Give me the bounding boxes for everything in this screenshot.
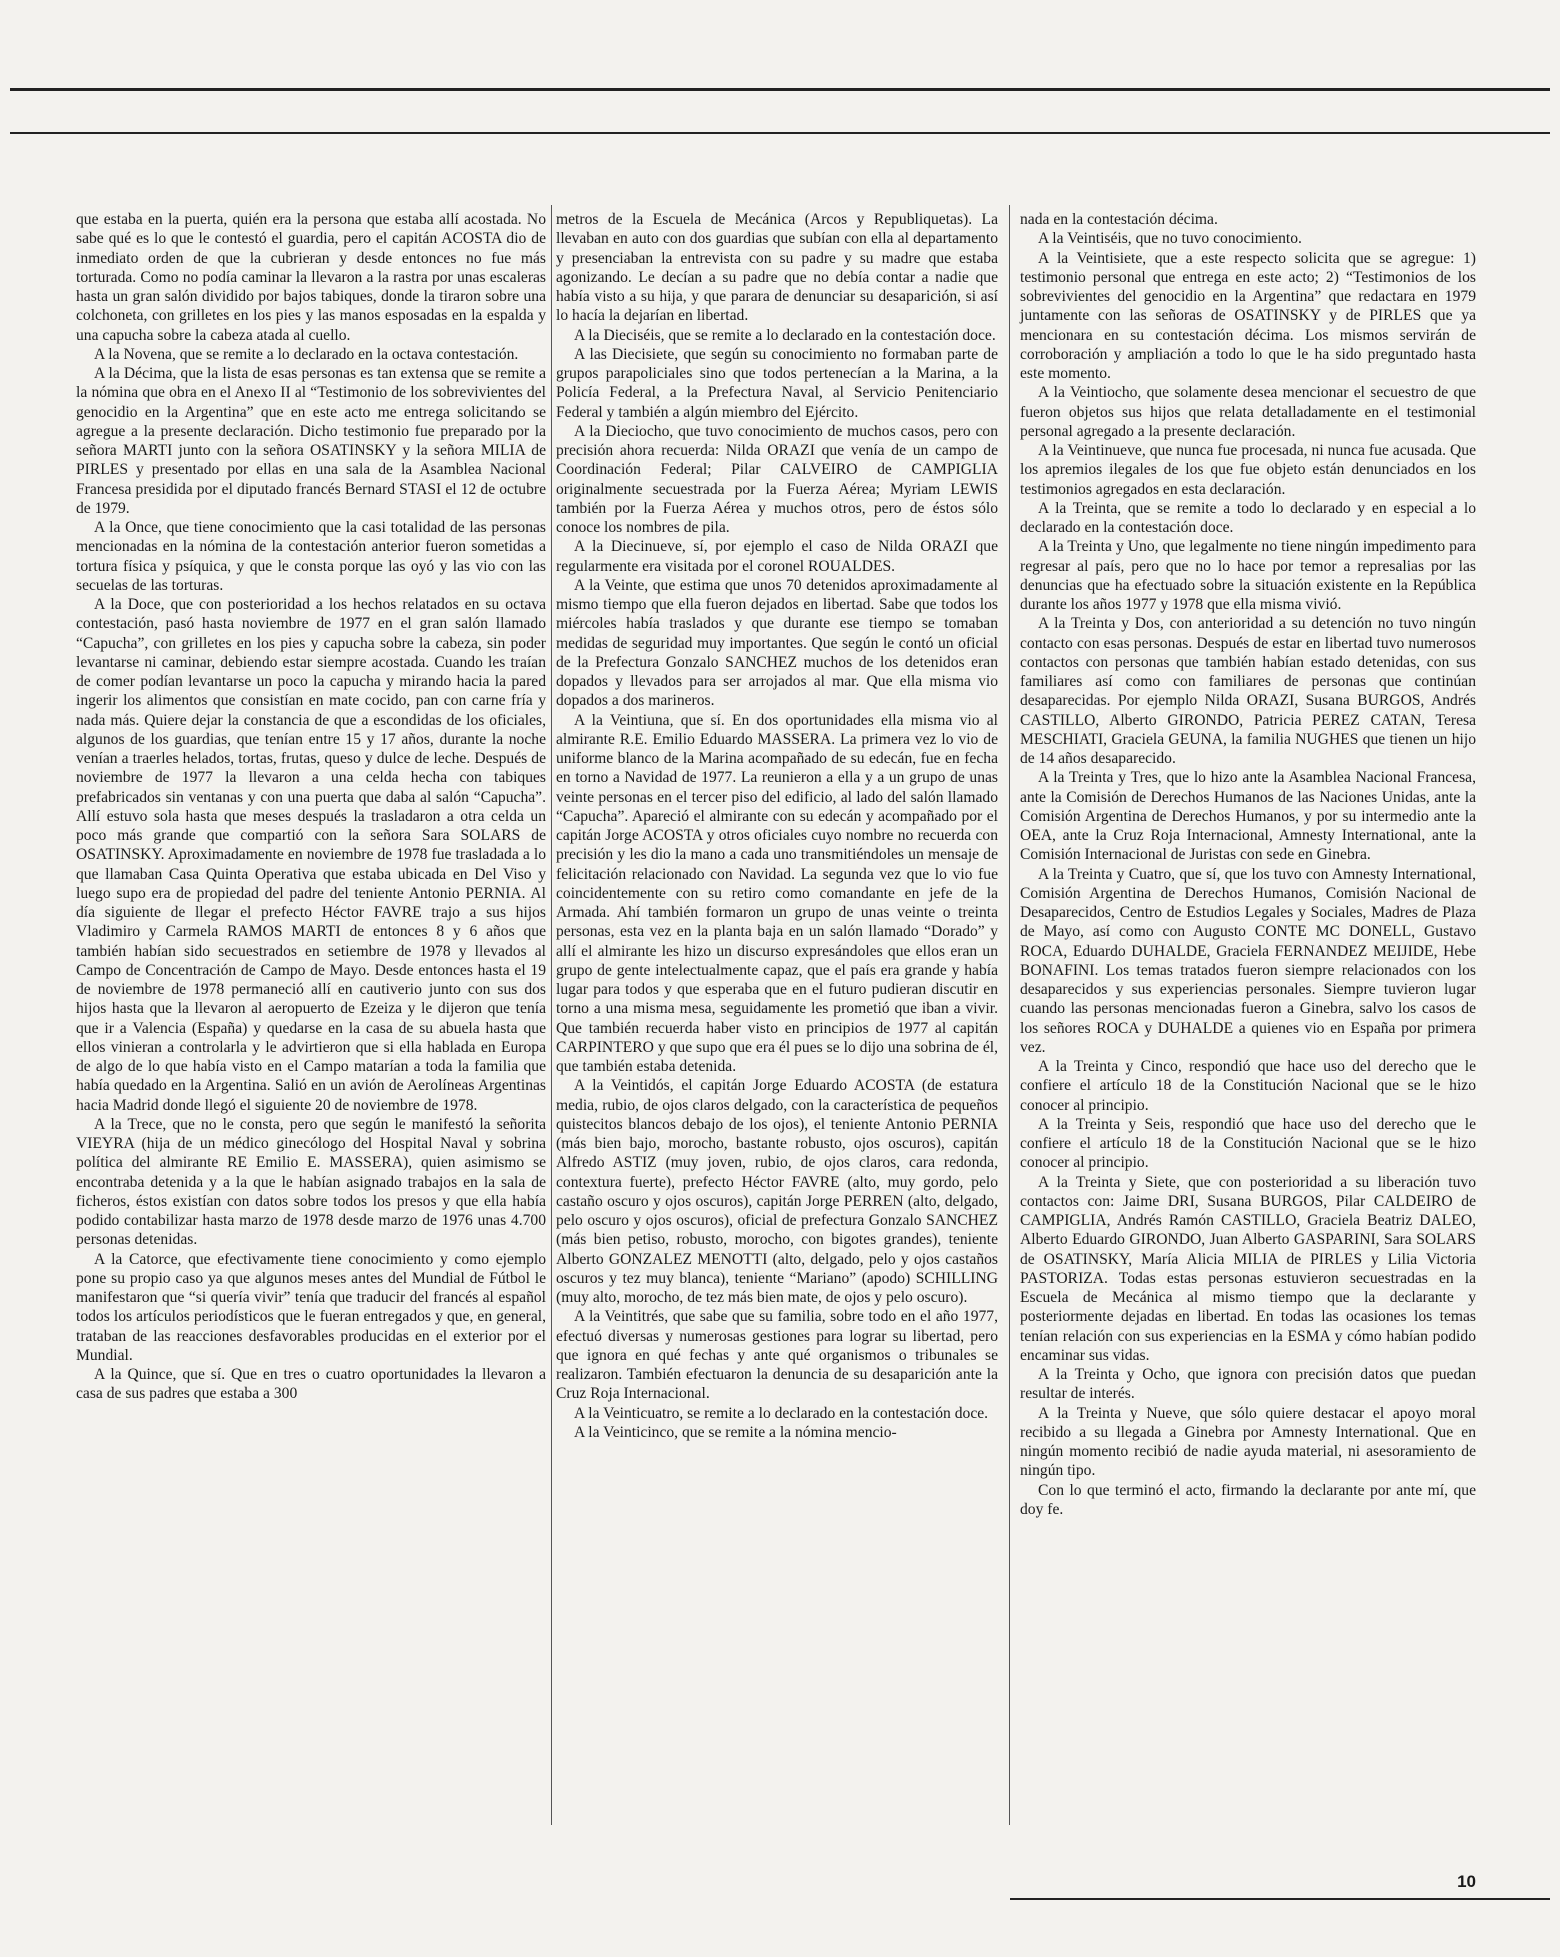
page-number: 10 [1457, 1872, 1476, 1891]
paragraph: A la Treinta, que se remite a todo lo declarado y en especial a lo declarado en la contestación doce. [1020, 499, 1476, 536]
paragraph: A la Quince, que sí. Que en tres o cuatro oportunidades la llevaron a casa de sus padres que estaba a 300 [76, 1366, 546, 1403]
paragraph: A la Dieciséis, que se remite a lo declarado en la contestación doce. [574, 326, 996, 344]
paragraph: A la Diecinueve, sí, por ejemplo el caso de Nilda ORAZI que regularmente era visitada por el coronel ROUALDES. [556, 538, 998, 575]
paragraph: A la Novena, que se remite a lo declarado en la octava contestación. [94, 345, 519, 363]
paragraph: A la Veintinueve, que nunca fue procesada, ni nunca fue acusada. Que los apremios ilegales de los que fue objeto están denunciados en los testimonios agregados en esta declaración. [1020, 442, 1476, 498]
paragraph: A la Veintiocho, que solamente desea mencionar el secuestro de que fueron objetos sus hijos que relata detalladamente en el testimonial personal agregado a la presente declaración. [1020, 384, 1476, 440]
paragraph: A la Treinta y Cuatro, que sí, que los tuvo con Amnesty International, Comisión Argentina de Derechos Humanos, Comisión Nacional de Desaparecidos, Centro de Estudios Legales y Sociales, Madres de Plaza de Mayo, así como con Augusto CONTE MC DONELL, Gustavo ROCA, Eduardo DUHALDE, Graciela FERNANDEZ MEIJIDE, Hebe BONAFINI. Los temas tratados fueron siempre relacionados con los desaparecidos y sus experiencias personales. Siempre tuvieron lugar cuando las personas mencionadas fueron a Ginebra, salvo los casos de los señores ROCA y DUHALDE a quienes vio en España por primera vez. [1020, 865, 1476, 1056]
paragraph: nada en la contestación décima. [1020, 211, 1218, 228]
column-divider [551, 205, 552, 1825]
paragraph: A la Treinta y Tres, que lo hizo ante la Asamblea Nacional Francesa, ante la Comisión de Derechos Humanos de las Naciones Unidas, ante la Comisión Argentina de Derechos Humanos, y por su intermedio ante la OEA, ante la Cruz Roja Internacional, Amnesty International, ante la Comisión Internacional de Juristas con sede en Ginebra. [1020, 769, 1476, 864]
paragraph: A la Trece, que no le consta, pero que según le manifestó la señorita VIEYRA (hija de un médico ginecólogo del Hospital Naval y sobrina política del almirante RE Emilio E. MASSERA), quien asimismo se encontraba detenida y a la que le habían asignado trabajos en la sala de ficheros, éstos existían con datos sobre todos los presos y que ella había podido contabilizar hasta marzo de 1978 desde marzo de 1976 unas 4.700 personas detenidas. [76, 1115, 546, 1249]
paragraph: A la Veintiséis, que no tuvo conocimiento. [1038, 230, 1302, 248]
text-column-3 [1020, 210, 1476, 1519]
paragraph: A la Treinta y Cinco, respondió que hace uso del derecho que le confiere el artículo 18 de la Constitución Nacional que se le hizo conocer al principio. [1020, 1058, 1476, 1114]
paragraph: A la Catorce, que efectivamente tiene conocimiento y como ejemplo pone su propio caso ya que algunos meses antes del Mundial de Fútbol le manifestaron que “si quería vivir” tenía que traducir del francés al español todos los artículos periodísticos que le fueran entregados y que, en general, trataban de las reacciones desfavorables producidas en el exterior por el Mundial. [76, 1250, 546, 1364]
paragraph: A la Treinta y Dos, con anterioridad a su detención no tuvo ningún contacto con esas personas. Después de estar en libertad tuvo numerosos contactos con personas que también habían estado detenidas, con sus familiares así como con familiares de personas que continúan desaparecidas. Por ejemplo Nilda ORAZI, Susana BURGOS, Andrés CASTILLO, Alberto GIRONDO, Patricia PEREZ CATAN, Teresa MESCHIATI, Graciela GEUNA, la familia NUGHES que tienen un hijo de 14 años desaparecido. [1020, 615, 1476, 767]
header-subrule [10, 132, 1550, 134]
column-divider [1009, 205, 1010, 1825]
text-column-1 [76, 210, 546, 1404]
paragraph: A la Treinta y Ocho, que ignora con precisión datos que puedan resultar de interés. [1020, 1366, 1476, 1403]
paragraph: A la Veintidós, el capitán Jorge Eduardo ACOSTA (de estatura media, rubio, de ojos claros delgado, con la característica de pequeños quistecitos blancos debajo de los ojos), el teniente Antonio PERNIA (más bien bajo, morocho, bastante robusto, ojos oscuros), capitán Alfredo ASTIZ (muy joven, rubio, de ojos claros, cara redonda, contextura fuerte), prefecto Héctor FAVRE (alto, muy gordo, pelo castaño oscuro y ojos oscuros), capitán Jorge PERREN (alto, delgado, pelo oscuro y ojos oscuros), oficial de prefectura Gonzalo SANCHEZ (más bien petiso, robusto, morocho, con bigotes grandes), teniente Alberto GONZALEZ MENOTTI (alto, delgado, pelo y ojos castaños oscuros y tez muy blanca), teniente “Mariano” (apodo) SCHILLING (muy alto, morocho, de tez más bien mate, de ojos y pelo oscuro). [556, 1077, 998, 1306]
footer-rule [1010, 1898, 1550, 1900]
paragraph: A la Treinta y Seis, respondió que hace uso del derecho que le confiere el artículo 18 de la Constitución Nacional que se le hizo conocer al principio. [1020, 1115, 1476, 1172]
paragraph: A la Doce, que con posterioridad a los hechos relatados en su octava contestación, pasó hasta noviembre de 1977 en el gran salón llamado “Capucha”, con grilletes en los pies y capucha sobre la cabeza, sin poder levantarse ni caminar, debiendo estar siempre acostada. Cuando les traían de comer podían levantarse un poco la capucha y mirando hacia la pared ingerir los alimentos que consistían en mate cocido, pan con carne fría y nada más. Quiere dejar la constancia de que a escondidas de los oficiales, algunos de los guardias, que tenían entre 15 y 17 años, durante la noche venían a traerles helados, tortas, frutas, queso y dulce de leche. Después de noviembre de 1977 la llevaron a una celda hecha con tabiques prefabricados sin ventanas y con una puerta que daba al salón “Capucha”. Allí estuvo sola hasta que meses después la trasladaron a otra celda un poco más grande que compartió con la señora Sara SOLARS de OSATINSKY. Aproximadamente en noviembre de 1978 fue trasladada a lo que llamaban Casa Quinta Operativa que estaba ubicada en Del Viso y luego supo era de propiedad del padre del teniente Antonio PERNIA. Al día siguiente de llegar el prefecto Héctor FAVRE trajo a sus hijos Vladimiro y Carmela RAMOS MARTI de entonces 8 y 6 años que también habían sido secuestrados en setiembre de 1978 y llevados al Campo de Concentración de Campo de Mayo. Desde entonces hasta el 19 de noviembre de 1978 permaneció allí en cautiverio junto con sus dos hijos hasta que la llevaron al aeropuerto de Ezeiza y le dijeron que tenía que ir a Valencia (España) y quedarse en la casa de su abuela hasta que ellos vinieran a controlarla y le advirtieron que si ella hablada en Europa de algo de lo que había visto en el Campo matarían a toda la familia que había quedado en la Argentina. Salió en un avión de Aerolíneas Argentinas hacia Madrid donde llegó el siguiente 20 de noviembre de 1978. [76, 596, 546, 1114]
paragraph: A la Treinta y Nueve, que sólo quiere destacar el apoyo moral recibido a su llegada a Ginebra por Amnesty International. Que en ningún momento recibió de nadie ayuda material, ni asesoramiento de ningún tipo. [1020, 1404, 1476, 1480]
paragraph: A la Veintiuna, que sí. En dos oportunidades ella misma vio al almirante R.E. Emilio Eduardo MASSERA. La primera vez lo vio de uniforme blanco de la Marina acompañado de su edecán, fue en fecha en torno a Navidad de 1977. La reunieron a ella y a un grupo de unas veinte personas en el tercer piso del edificio, al lado del salón llamado “Capucha”. Apareció el almirante con su edecán y acompañado por el capitán Jorge ACOSTA y otros oficiales cuyo nombre no recuerda con precisión y les dio la mano a cada uno transmitiéndoles un mensaje de felicitación relacionado con Navidad. La segunda vez que lo vio fue coincidentemente con su retiro como comandante en jefe de la Armada. Ahí también formaron un grupo de unas veinte o treinta personas, esta vez en la planta baja en un salón llamado “Dorado” y allí el almirante les hizo un discurso expresándoles que ellos eran un grupo de gente intelectualmente capaz, que el país era grande y había lugar para todos y que esperaba que en el futuro pudieran discutir en torno a una misma mesa, seguidamente les prometió que iban a vivir. Que también recuerda haber visto en principios de 1977 al capitán CARPINTERO y que supo que era él pues se lo dijo una sobrina de él, que también estaba detenida. [556, 711, 998, 1075]
paragraph: A la Treinta y Siete, que con posterioridad a su liberación tuvo contactos con: Jaime DRI, Susana BURGOS, Pilar CALDEIRO de CAMPIGLIA, Andrés Ramón CASTILLO, Graciela Beatriz DALEO, Alberto Eduardo GIRONDO, Juan Alberto GASPARINI, Sara SOLARS de OSATINSKY, María Alicia MILIA de PIRLES y Lilia Victoria PASTORIZA. Todas estas personas estuvieron secuestradas en la Escuela de Mecánica al mismo tiempo que la declarante y posteriormente dejadas en libertad. En todas las ocasiones los temas tenían relación con sus experiencias en la ESMA y cómo habían podido encaminar sus vidas. [1020, 1173, 1476, 1364]
header-rule [10, 88, 1550, 91]
paragraph: A la Veintisiete, que a este respecto solicita que se agregue: 1) testimonio personal que entrega en este acto; 2) “Testimonios de los sobrevivientes del genocidio en la Argentina” que redactara en 1979 juntamente con las señoras de OSATINSKY y de PIRLES que ya mencionara en su contestación décima. Los mismos servirán de corroboración y ampliación a todo lo que le ha sido preguntado hasta este momento. [1020, 249, 1476, 382]
paragraph: A la Décima, que la lista de esas personas es tan extensa que se remite a la nómina que obra en el Anexo II al “Testimonio de los sobrevivientes del genocidio en la Argentina” que en este acto me entrega solicitando se agregue a la presente declaración. Dicho testimonio fue preparado por la señora MARTI junto con la señora OSATINSKY y la señora MILIA de PIRLES y presentado por ellas en una sala de la Asamblea Nacional Francesa presidida por el diputado francés Bernard STASI el 12 de octubre de 1979. [76, 365, 546, 517]
paragraph: A la Veinte, que estima que unos 70 detenidos aproximadamente al mismo tiempo que ella fueron dejados en libertad. Sabe que todos los miércoles había traslados y que durante ese tiempo se tomaban medidas de seguridad muy importantes. Que según le contó un oficial de la Prefectura Gonzalo SANCHEZ muchos de los detenidos eran dopados y llevados para ser arrojados al mar. Que ella misma vio dopados a dos marineros. [556, 576, 998, 710]
paragraph: A las Diecisiete, que según su conocimiento no formaban parte de grupos parapoliciales sino que todos pertenecían a la Marina, a la Policía Federal, a la Prefectura Naval, al Servicio Penitenciario Federal y también a algún miembro del Ejército. [556, 345, 998, 421]
paragraph: A la Veinticinco, que se remite a la nómina mencio- [574, 1423, 897, 1441]
paragraph: metros de la Escuela de Mecánica (Arcos y Republiquetas). La llevaban en auto con dos guardias que subían con ella al departamento y presenciaban la entrevista con su padre y su madre que estaba agonizando. Le decían a su padre que no debía contar a nadie que había visto a su hija, y que parara de denunciar su desaparición, si así lo hacía la dejarían en libertad. [556, 211, 998, 325]
paragraph: Con lo que terminó el acto, firmando la declarante por ante mí, que doy fe. [1020, 1481, 1476, 1518]
paragraph: A la Veinticuatro, se remite a lo declarado en la contestación doce. [574, 1404, 989, 1422]
paragraph: A la Dieciocho, que tuvo conocimiento de muchos casos, pero con precisión ahora recuerda: Nilda ORAZI que venía de un campo de Coordinación Federal; Pilar CALVEIRO de CAMPIGLIA originalmente secuestrada por la Fuerza Aérea; Myriam LEWIS también por la Fuerza Aérea y muchos otros, pero de éstos sólo conoce los nombres de pila. [556, 422, 998, 536]
paragraph: A la Veintitrés, que sabe que su familia, sobre todo en el año 1977, efectuó diversas y numerosas gestiones para lograr su libertad, pero que ignora en qué fechas y ante qué organismos o tribunales se realizaron. También efectuaron la denuncia de su desaparición ante la Cruz Roja Internacional. [556, 1308, 998, 1403]
text-column-2 [556, 210, 998, 1442]
paragraph: que estaba en la puerta, quién era la persona que estaba allí acostada. No sabe qué es lo que le contestó el guardia, pero el capitán ACOSTA dio de inmediato orden de que la cubrieran y desde entonces no fue más torturada. Como no podía caminar la llevaron a la rastra por unas escaleras hasta un gran salón dividido por bajos tabiques, donde la tiraron sobre una colchoneta, con grilletes en los pies y las manos esposadas en la espalda y una capucha sobre la cabeza atada al cuello. [76, 211, 546, 344]
paragraph: A la Treinta y Uno, que legalmente no tiene ningún impedimento para regresar al país, pero que no lo hace por temor a represalias por las denuncias que ha efectuado sobre la situación existente en la República durante los años 1977 y 1978 que ella misma vivió. [1020, 538, 1476, 613]
paragraph: A la Once, que tiene conocimiento que la casi totalidad de las personas mencionadas en la nómina de la contestación anterior fueron sometidas a tortura física y psíquica, y que le consta porque las oyó y las vio con las secuelas de las torturas. [76, 519, 546, 594]
